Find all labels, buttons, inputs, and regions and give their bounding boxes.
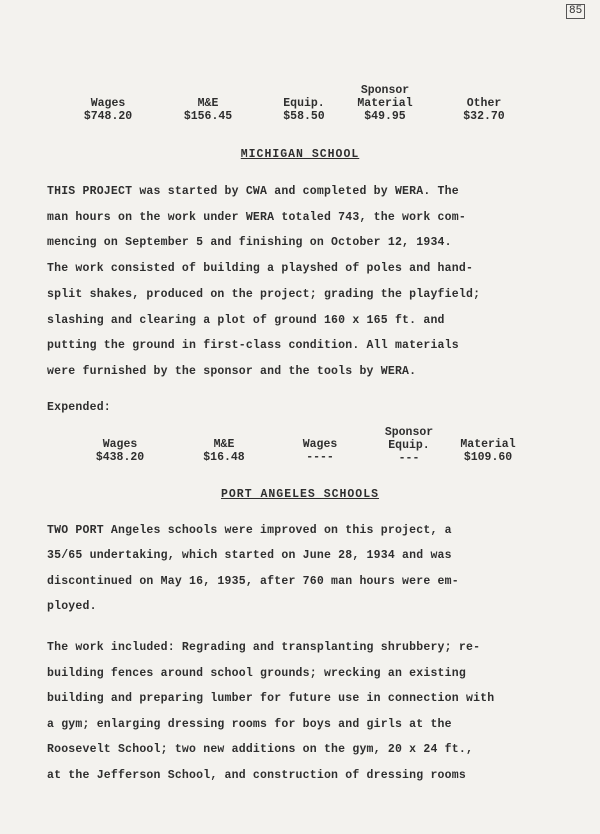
michigan-ledger-wages: Wages $438.20	[95, 438, 145, 464]
port-angeles-line: a gym; enlarging dressing rooms for boys and girls at the	[47, 718, 452, 731]
port-angeles-line: building and preparing lumber for future use in connection with	[47, 692, 495, 705]
michigan-ledger-wages2: Wages ----	[302, 438, 338, 464]
page-number: 85	[566, 4, 585, 19]
michigan-line: split shakes, produced on the project; grading the playfield;	[47, 288, 481, 301]
port-angeles-line: The work included: Regrading and transplanting shrubbery; re-	[47, 641, 481, 654]
ledger-equip: Equip. $58.50	[283, 97, 325, 123]
ledger-wages: Wages $748.20	[83, 97, 133, 123]
michigan-ledger-material: Material $109.60	[460, 438, 516, 464]
expended-label: Expended:	[47, 401, 111, 414]
michigan-heading: MICHIGAN SCHOOL	[240, 148, 360, 161]
port-angeles-line: TWO PORT Angeles schools were improved on this project, a	[47, 524, 452, 537]
michigan-line: putting the ground in first-class condition. All materials	[47, 339, 459, 352]
port-angeles-line: Roosevelt School; two new additions on the gym, 20 x 24 ft.,	[47, 743, 474, 756]
ledger-sponsor-material: Sponsor Material $49.95	[357, 84, 413, 123]
port-angeles-line: 35/65 undertaking, which started on June 28, 1934 and was	[47, 549, 452, 562]
port-angeles-line: ployed.	[47, 600, 97, 613]
michigan-line: man hours on the work under WERA totaled 743, the work com-	[47, 211, 466, 224]
michigan-line: The work consisted of building a playshed of poles and hand-	[47, 262, 474, 275]
michigan-line: were furnished by the sponsor and the tools by WERA.	[47, 365, 417, 378]
port-angeles-heading: PORT ANGELES SCHOOLS	[220, 488, 380, 501]
port-angeles-line: building fences around school grounds; wrecking an existing	[47, 667, 466, 680]
michigan-ledger-mae: M&E $16.48	[203, 438, 245, 464]
port-angeles-line: discontinued on May 16, 1935, after 760 man hours were em-	[47, 575, 459, 588]
michigan-line: mencing on September 5 and finishing on October 12, 1934.	[47, 236, 452, 249]
ledger-other: Other $32.70	[463, 97, 505, 123]
michigan-ledger-equip: Sponsor Equip. ---	[384, 426, 434, 465]
michigan-line: slashing and clearing a plot of ground 160 x 165 ft. and	[47, 314, 445, 327]
michigan-line: THIS PROJECT was started by CWA and completed by WERA. The	[47, 185, 459, 198]
port-angeles-line: at the Jefferson School, and construction of dressing rooms	[47, 769, 466, 782]
ledger-mae: M&E $156.45	[183, 97, 233, 123]
